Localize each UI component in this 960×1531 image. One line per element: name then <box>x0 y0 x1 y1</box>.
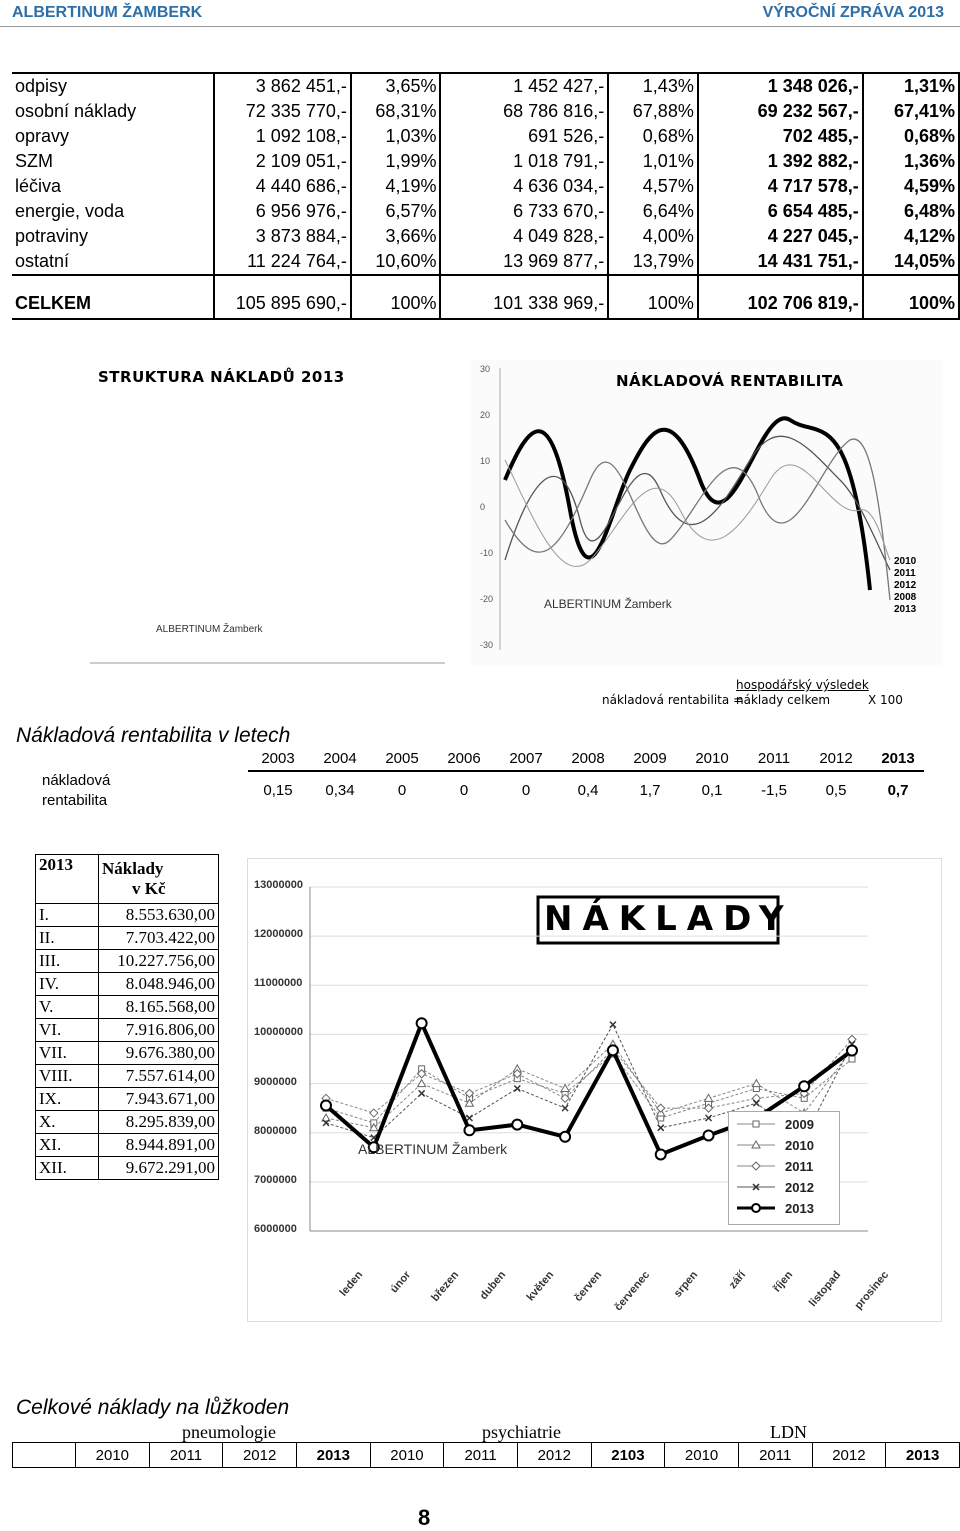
cost-gap-cell <box>698 275 863 288</box>
naklady-point-2013 <box>799 1081 809 1091</box>
cost-row-cell: 72 335 770,- <box>214 99 351 124</box>
naklady-chart-watermark: ALBERTINUM Žamberk <box>358 1141 508 1157</box>
rentabilita-value: 0 <box>397 782 407 799</box>
naklady-point-2012 <box>419 1090 425 1096</box>
cost-row-cell: 13,79% <box>608 249 698 275</box>
naklady-y-tick: 6000000 <box>254 1223 297 1235</box>
luzkoden-year-cell: 2011 <box>444 1443 518 1468</box>
naklady-y-tick: 10000000 <box>254 1026 303 1039</box>
luzkoden-empty-cell <box>12 1442 76 1468</box>
rentabilita-section-title: Nákladová rentabilita v letech <box>16 724 291 747</box>
monthly-value: 8.048.946,00 <box>99 973 219 996</box>
cost-gap-cell <box>440 275 608 288</box>
rentabilita-legend-item: 2011 <box>894 568 916 579</box>
rentabilita-row-label-1: nákladová <box>42 772 111 789</box>
naklady-legend-label: 2010 <box>785 1138 814 1153</box>
naklady-y-tick: 13000000 <box>254 879 303 891</box>
rentabilita-y-tick: 30 <box>480 364 491 374</box>
rentabilita-year: 2012 <box>819 750 853 767</box>
page-header <box>0 0 960 27</box>
rentabilita-chart-title: NÁKLADOVÁ RENTABILITA <box>616 372 844 390</box>
monthly-row <box>36 1088 219 1111</box>
rentabilita-value: 0 <box>459 782 469 799</box>
cost-row <box>12 124 959 149</box>
cost-row-cell: 14 431 751,- <box>698 249 863 275</box>
cost-total-row-cell: 102 706 819,- <box>698 288 863 319</box>
cost-gap-row <box>12 275 959 288</box>
naklady-point-2013 <box>704 1130 714 1140</box>
monthly-row <box>36 1111 219 1134</box>
cost-gap-cell <box>863 275 959 288</box>
rentabilita-legend-item: 2013 <box>894 604 917 615</box>
cost-row-cell: SZM <box>12 149 214 174</box>
naklady-legend <box>728 1111 840 1225</box>
page-number: 8 <box>418 1505 431 1530</box>
monthly-header-label <box>99 855 219 904</box>
cost-row-cell: 4,57% <box>608 174 698 199</box>
naklady-x-tick: září <box>726 1269 748 1292</box>
cost-row-cell: 69 232 567,- <box>698 99 863 124</box>
cost-row-cell: 13 969 877,- <box>440 249 608 275</box>
rentabilita-series-line <box>505 418 870 590</box>
monthly-value: 8.553.630,00 <box>99 904 219 927</box>
naklady-y-tick: 12000000 <box>254 928 303 941</box>
cost-row-cell: 6 956 976,- <box>214 199 351 224</box>
luzkoden-year-cell: 2011 <box>149 1443 223 1468</box>
monthly-header-row <box>36 855 219 904</box>
rentabilita-value: -1,5 <box>761 782 787 799</box>
cost-total-row <box>12 288 959 319</box>
monthly-row <box>36 927 219 950</box>
naklady-x-tick: únor <box>388 1269 414 1296</box>
naklady-point-2013 <box>560 1132 570 1142</box>
naklady-point-2012 <box>706 1115 712 1121</box>
cost-row-cell: 1,03% <box>351 124 441 149</box>
cost-row-cell: potraviny <box>12 224 214 249</box>
cost-gap-cell <box>214 275 351 288</box>
monthly-value: 7.557.614,00 <box>99 1065 219 1088</box>
monthly-month: IV. <box>36 973 99 996</box>
naklady-point-2009 <box>849 1056 855 1062</box>
monthly-value: 8.944.891,00 <box>99 1134 219 1157</box>
cost-row <box>12 73 959 99</box>
rentabilita-y-tick: -30 <box>480 640 494 650</box>
monthly-row <box>36 950 219 973</box>
rentabilita-y-tick: -20 <box>480 594 494 604</box>
naklady-x-tick: listopad <box>807 1269 844 1310</box>
monthly-month: XI. <box>36 1134 99 1157</box>
monthly-costs-table <box>35 854 219 1180</box>
cost-row-cell: ostatní <box>12 249 214 275</box>
cost-row-cell: 4 717 578,- <box>698 174 863 199</box>
cost-row-cell: energie, voda <box>12 199 214 224</box>
naklady-x-tick: červen <box>572 1269 605 1304</box>
cost-row-cell: 11 224 764,- <box>214 249 351 275</box>
cost-row-cell: 4 049 828,- <box>440 224 608 249</box>
cost-row-cell: 1 392 882,- <box>698 149 863 174</box>
naklady-point-2012 <box>514 1085 520 1091</box>
monthly-value: 9.676.380,00 <box>99 1042 219 1065</box>
rentabilita-value: 1,7 <box>639 782 661 799</box>
naklady-legend-marker <box>752 1204 760 1212</box>
rentabilita-year: 2008 <box>571 750 605 767</box>
cost-row-cell: 1,01% <box>608 149 698 174</box>
naklady-legend-marker <box>752 1162 760 1170</box>
monthly-value: 7.703.422,00 <box>99 927 219 950</box>
monthly-month: XII. <box>36 1157 99 1180</box>
naklady-point-2013 <box>656 1149 666 1159</box>
cost-row-cell: osobní náklady <box>12 99 214 124</box>
luzkoden-section-title: Celkové náklady na lůžkoden <box>16 1396 290 1419</box>
cost-total-row-cell: 105 895 690,- <box>214 288 351 319</box>
luzkoden-year-cell: 2013 <box>296 1443 370 1468</box>
naklady-point-2012 <box>658 1125 664 1131</box>
cost-row-cell: 1,43% <box>608 73 698 99</box>
naklady-chart <box>247 858 942 1322</box>
naklady-legend-label: 2013 <box>785 1201 814 1216</box>
naklady-x-tick: březen <box>428 1269 461 1304</box>
rentabilita-row-label-2: rentabilita <box>42 792 108 809</box>
monthly-month: I. <box>36 904 99 927</box>
luzkoden-year-cell: 2012 <box>223 1443 297 1468</box>
cost-total-row-cell: 100% <box>863 288 959 319</box>
rentabilita-year: 2003 <box>261 750 295 767</box>
cost-total-row-cell: 100% <box>351 288 441 319</box>
rentabilita-year: 2007 <box>509 750 543 767</box>
monthly-value: 8.295.839,00 <box>99 1111 219 1134</box>
naklady-x-tick: prosinec <box>852 1269 892 1312</box>
struktura-chart-title: STRUKTURA NÁKLADŮ 2013 <box>98 368 345 386</box>
rentabilita-year: 2006 <box>447 750 481 767</box>
rentabilita-value: 0,5 <box>825 782 847 799</box>
group-ldn: LDN <box>770 1422 807 1442</box>
naklady-x-tick: květen <box>524 1269 557 1304</box>
rentabilita-legend-item: 2008 <box>894 592 917 603</box>
cost-row-cell: 6 733 670,- <box>440 199 608 224</box>
naklady-point-2011 <box>657 1104 665 1112</box>
cost-row-cell: odpisy <box>12 73 214 99</box>
rentabilita-y-tick: 20 <box>480 410 491 420</box>
luzkoden-year-cell: 2010 <box>370 1443 444 1468</box>
rentabilita-value: 0,34 <box>325 782 355 799</box>
cost-row-cell: 4 636 034,- <box>440 174 608 199</box>
cost-row <box>12 199 959 224</box>
rentabilita-y-tick: 0 <box>480 502 486 512</box>
monthly-row <box>36 904 219 927</box>
monthly-month: X. <box>36 1111 99 1134</box>
rentabilita-chart <box>470 360 942 665</box>
cost-row-cell: 10,60% <box>351 249 441 275</box>
rentabilita-value: 0,15 <box>263 782 293 799</box>
naklady-y-tick: 7000000 <box>254 1173 297 1186</box>
monthly-month: VI. <box>36 1019 99 1042</box>
rentabilita-years-row <box>248 748 924 772</box>
cost-row-cell: 3,66% <box>351 224 441 249</box>
naklady-point-2010 <box>705 1094 713 1101</box>
luzkoden-year-cell: 2012 <box>517 1443 591 1468</box>
naklady-y-tick: 11000000 <box>254 977 303 990</box>
rentabilita-year: 2011 <box>757 750 791 767</box>
cost-row-cell: 1 018 791,- <box>440 149 608 174</box>
rentabilita-value: 0 <box>521 782 531 799</box>
rentabilita-legend <box>894 556 916 616</box>
naklady-point-2010 <box>752 1080 760 1087</box>
monthly-header-label-line2: v Kč <box>132 879 166 898</box>
naklady-point-2012 <box>466 1115 472 1121</box>
group-pneumologie: pneumologie <box>182 1422 276 1442</box>
naklady-x-tick: říjen <box>771 1269 796 1295</box>
cost-row-cell: 1 092 108,- <box>214 124 351 149</box>
monthly-value: 7.943.671,00 <box>99 1088 219 1111</box>
cost-row-cell: opravy <box>12 124 214 149</box>
monthly-row <box>36 996 219 1019</box>
naklady-point-2012 <box>562 1105 568 1111</box>
naklady-point-2013 <box>464 1125 474 1135</box>
rentabilita-value: 0,7 <box>887 782 909 799</box>
cost-row-cell: 4,12% <box>863 224 959 249</box>
cost-row-cell: 6,57% <box>351 199 441 224</box>
struktura-chart-baseline <box>90 662 445 664</box>
rentabilita-chart-watermark: ALBERTINUM Žamberk <box>544 597 672 611</box>
rentabilita-year: 2010 <box>695 750 729 767</box>
luzkoden-year-cell: 2010 <box>665 1443 739 1468</box>
monthly-month: IX. <box>36 1088 99 1111</box>
naklady-point-2013 <box>417 1018 427 1028</box>
cost-row-cell: 6 654 485,- <box>698 199 863 224</box>
monthly-month: VII. <box>36 1042 99 1065</box>
group-psychiatrie: psychiatrie <box>482 1422 561 1442</box>
cost-total-row-cell: CELKEM <box>12 288 214 319</box>
rentabilita-year: 2009 <box>633 750 667 767</box>
luzkoden-years-table <box>75 1442 960 1468</box>
naklady-point-2012 <box>610 1022 616 1028</box>
cost-row <box>12 149 959 174</box>
cost-gap-cell <box>12 275 214 288</box>
monthly-value: 8.165.568,00 <box>99 996 219 1019</box>
naklady-legend-label: 2011 <box>785 1159 814 1174</box>
cost-row-cell: 14,05% <box>863 249 959 275</box>
naklady-legend-label: 2012 <box>785 1180 814 1195</box>
naklady-point-2013 <box>321 1101 331 1111</box>
monthly-row <box>36 1019 219 1042</box>
cost-row-cell: 67,41% <box>863 99 959 124</box>
formula-factor: X 100 <box>868 693 903 707</box>
rentabilita-chart-svg <box>470 360 942 665</box>
formula-numerator: hospodářský výsledek <box>736 678 869 692</box>
monthly-month: VIII. <box>36 1065 99 1088</box>
luzkoden-year-cell: 2010 <box>76 1443 150 1468</box>
monthly-month: III. <box>36 950 99 973</box>
header-report-title: VÝROČNÍ ZPRÁVA 2013 <box>762 4 944 21</box>
naklady-x-tick: srpen <box>671 1269 700 1300</box>
cost-row-cell: 4,00% <box>608 224 698 249</box>
luzkoden-year-cell: 2013 <box>886 1443 960 1468</box>
naklady-point-2013 <box>512 1120 522 1130</box>
rentabilita-series-line <box>505 439 890 600</box>
formula-lhs: nákladová rentabilita = <box>602 693 744 707</box>
cost-row-cell: 4 227 045,- <box>698 224 863 249</box>
monthly-row <box>36 973 219 996</box>
cost-row-cell: 68,31% <box>351 99 441 124</box>
luzkoden-year-cell: 2103 <box>591 1443 665 1468</box>
naklady-x-tick: duben <box>478 1269 509 1302</box>
cost-row-cell: 67,88% <box>608 99 698 124</box>
cost-gap-cell <box>351 275 441 288</box>
cost-row <box>12 224 959 249</box>
cost-row-cell: 1,36% <box>863 149 959 174</box>
luzkoden-year-cell: 2011 <box>738 1443 812 1468</box>
naklady-legend-label: 2009 <box>785 1117 814 1132</box>
naklady-point-2013 <box>847 1046 857 1056</box>
monthly-row <box>36 1042 219 1065</box>
naklady-series-2011 <box>326 1039 852 1113</box>
monthly-row <box>36 1134 219 1157</box>
naklady-chart-title: NÁKLADY <box>544 899 794 939</box>
cost-row <box>12 249 959 275</box>
cost-row-cell: 6,64% <box>608 199 698 224</box>
cost-row-cell: 2 109 051,- <box>214 149 351 174</box>
luzkoden-years-row <box>76 1443 960 1468</box>
cost-row-cell: 3 862 451,- <box>214 73 351 99</box>
rentabilita-legend-item: 2010 <box>894 556 917 567</box>
naklady-point-2010 <box>418 1080 426 1087</box>
cost-row-cell: 6,48% <box>863 199 959 224</box>
monthly-month: II. <box>36 927 99 950</box>
naklady-point-2013 <box>608 1045 618 1055</box>
cost-row-cell: 1,31% <box>863 73 959 99</box>
cost-row-cell: 0,68% <box>863 124 959 149</box>
struktura-chart-watermark: ALBERTINUM Žamberk <box>156 624 263 635</box>
cost-row-cell: 4 440 686,- <box>214 174 351 199</box>
monthly-value: 9.672.291,00 <box>99 1157 219 1180</box>
naklady-legend-marker <box>753 1121 759 1127</box>
rentabilita-year: 2013 <box>881 750 915 767</box>
struktura-chart <box>90 360 445 665</box>
naklady-y-tick: 8000000 <box>254 1124 297 1137</box>
monthly-value: 10.227.756,00 <box>99 950 219 973</box>
cost-row-cell: 4,59% <box>863 174 959 199</box>
cost-gap-cell <box>608 275 698 288</box>
cost-row <box>12 99 959 124</box>
cost-row-cell: 1,99% <box>351 149 441 174</box>
rentabilita-value: 0,1 <box>701 782 723 799</box>
cost-total-row-cell: 101 338 969,- <box>440 288 608 319</box>
cost-row-cell: 4,19% <box>351 174 441 199</box>
monthly-row <box>36 1157 219 1180</box>
naklady-y-tick: 9000000 <box>254 1075 297 1088</box>
rentabilita-y-tick: 10 <box>480 456 491 466</box>
naklady-x-tick: červenec <box>612 1269 653 1314</box>
cost-row-cell: 1 452 427,- <box>440 73 608 99</box>
rentabilita-year: 2005 <box>385 750 419 767</box>
cost-row-cell: 691 526,- <box>440 124 608 149</box>
header-organization: ALBERTINUM ŽAMBERK <box>12 4 203 21</box>
cost-row-cell: 0,68% <box>608 124 698 149</box>
cost-row-cell: 3,65% <box>351 73 441 99</box>
cost-total-row-cell: 100% <box>608 288 698 319</box>
formula-denominator: náklady celkem <box>736 693 831 707</box>
rentabilita-value: 0,4 <box>577 782 599 799</box>
cost-row-cell: 3 873 884,- <box>214 224 351 249</box>
luzkoden-year-cell: 2012 <box>812 1443 886 1468</box>
rentabilita-year: 2004 <box>323 750 357 767</box>
naklady-legend-svg <box>729 1112 839 1224</box>
monthly-value: 7.916.806,00 <box>99 1019 219 1042</box>
cost-row-cell: 68 786 816,- <box>440 99 608 124</box>
monthly-row <box>36 1065 219 1088</box>
cost-row-cell: 702 485,- <box>698 124 863 149</box>
cost-row-cell: léčiva <box>12 174 214 199</box>
monthly-month: V. <box>36 996 99 1019</box>
cost-structure-table <box>12 72 960 320</box>
rentabilita-legend-item: 2012 <box>894 580 917 591</box>
rentabilita-y-tick: -10 <box>480 548 494 558</box>
cost-row-cell: 1 348 026,- <box>698 73 863 99</box>
cost-row <box>12 174 959 199</box>
naklady-x-tick: leden <box>337 1269 366 1299</box>
monthly-header-year: 2013 <box>36 855 99 904</box>
monthly-header-label-line1: Náklady <box>102 859 164 878</box>
naklady-point-2011 <box>370 1109 378 1117</box>
